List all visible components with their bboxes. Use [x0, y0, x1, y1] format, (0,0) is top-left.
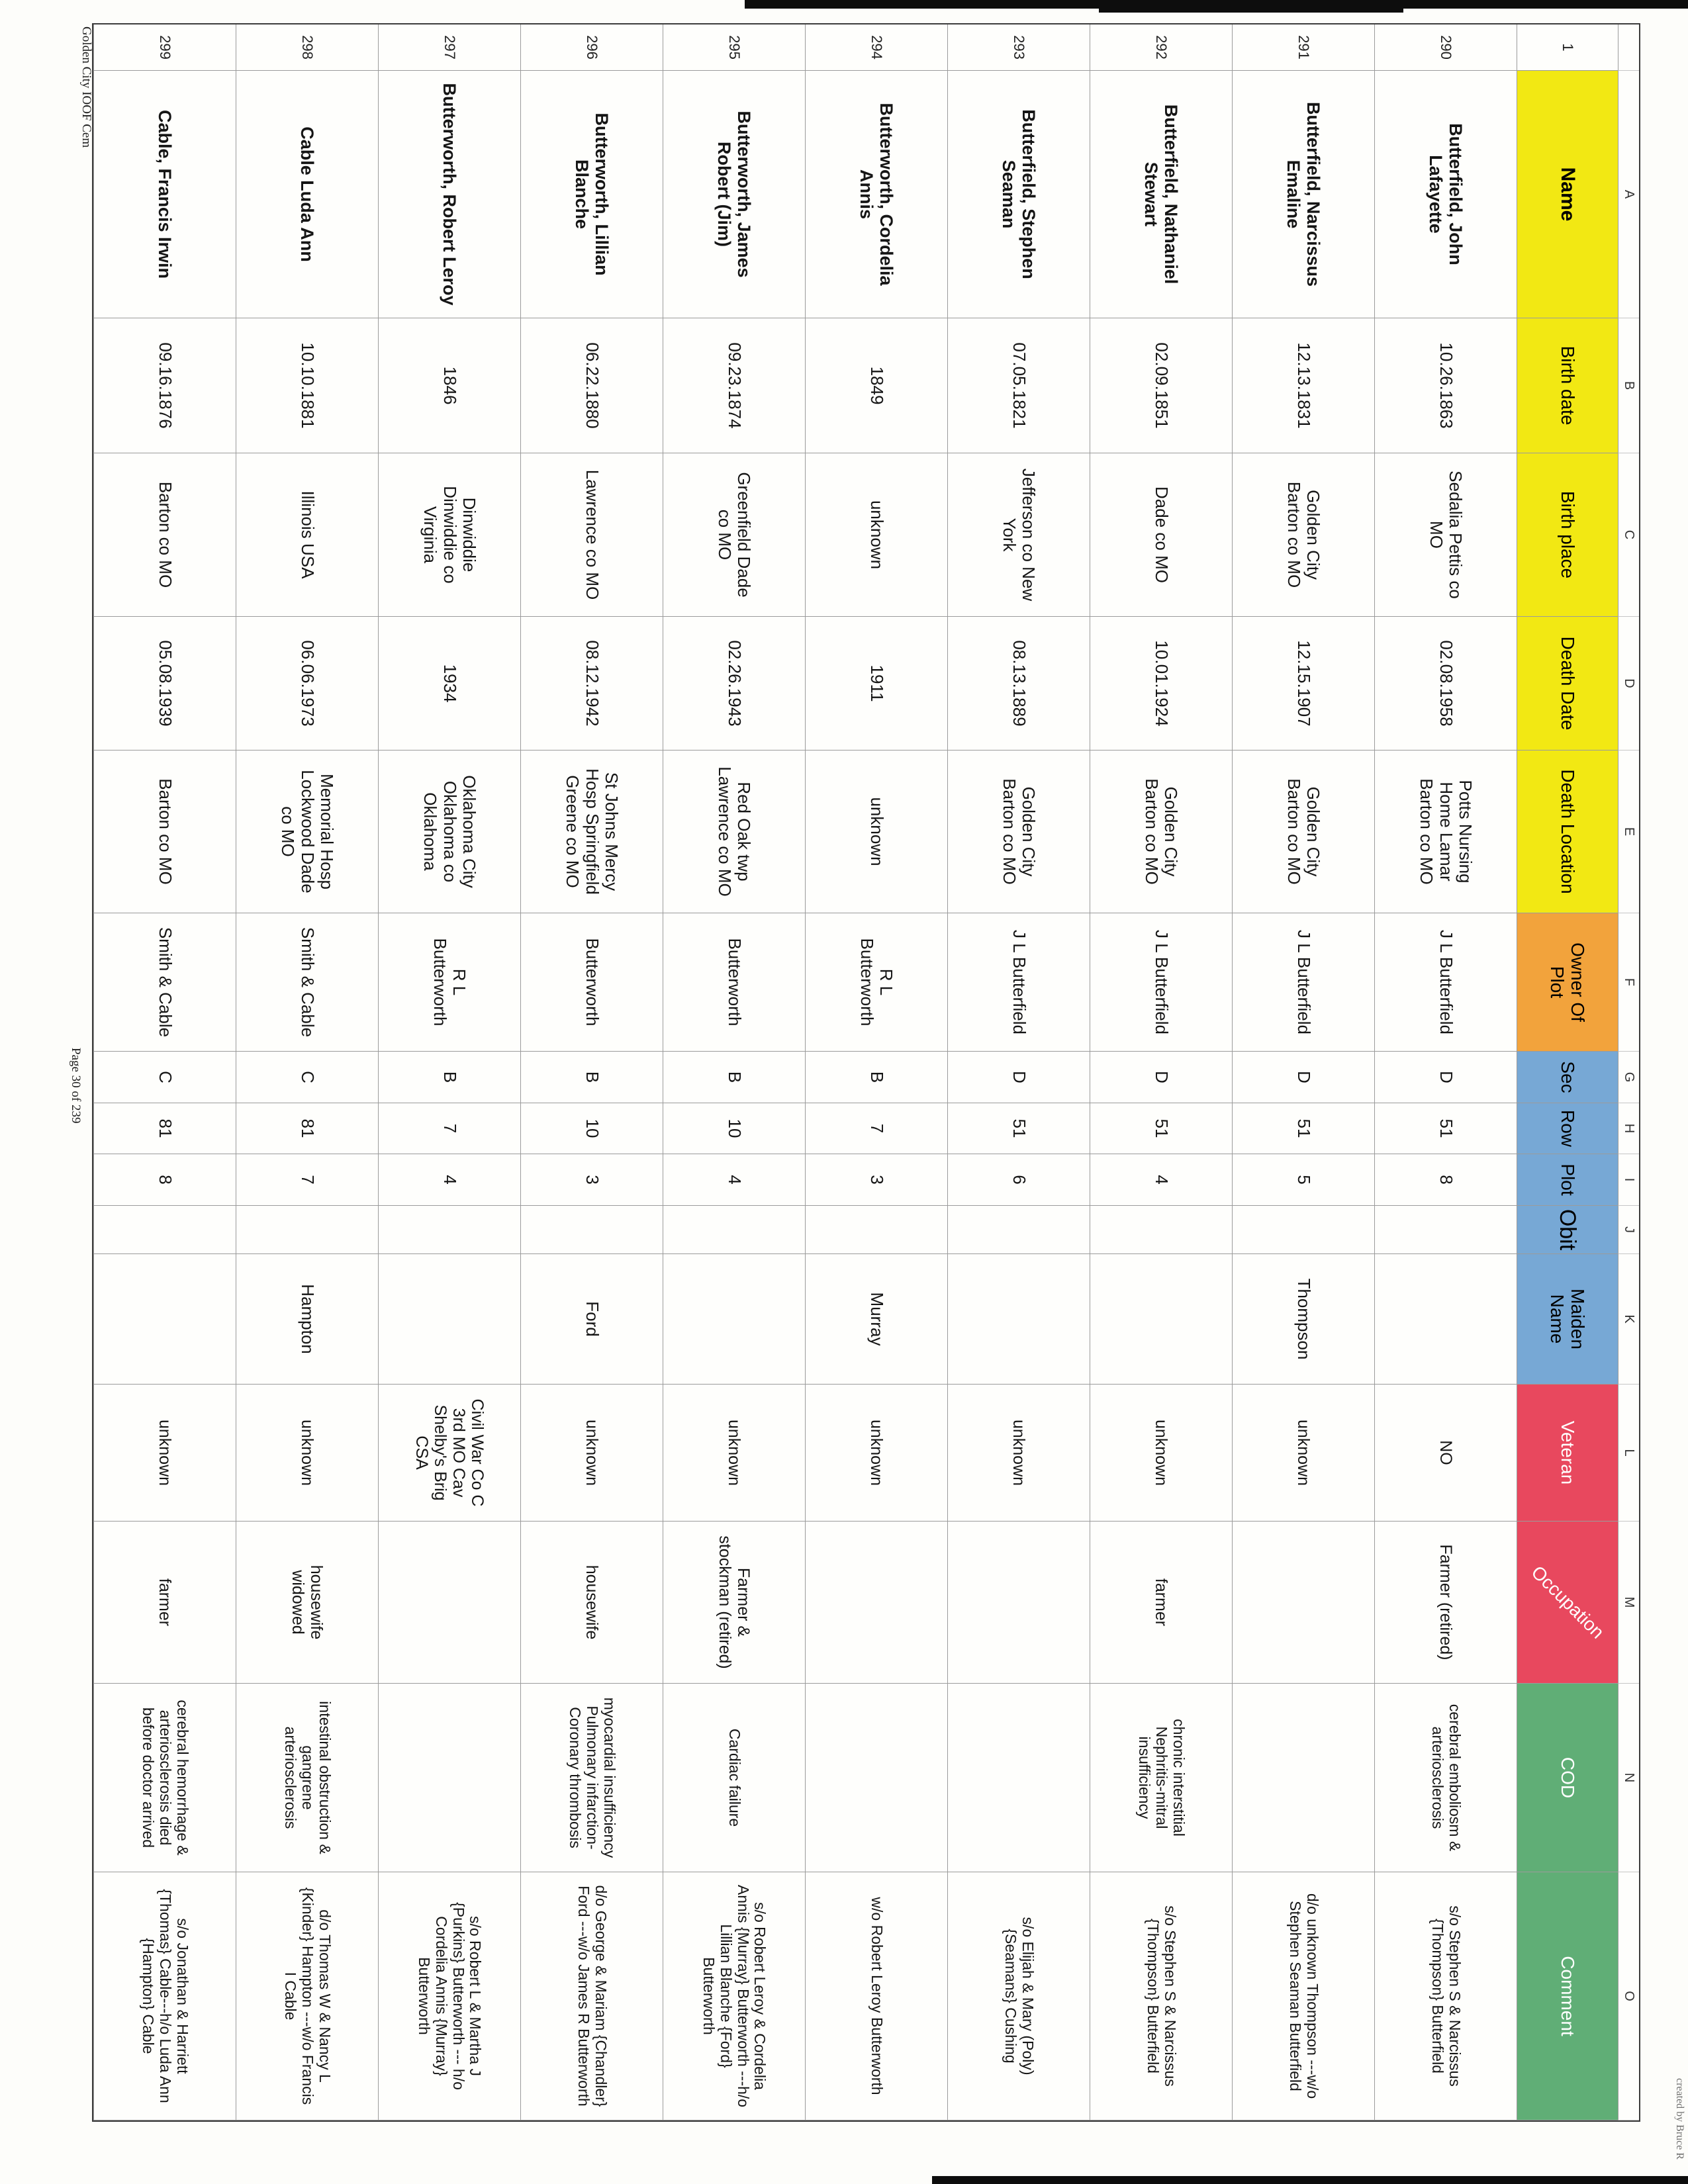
grid-corner: [1618, 24, 1639, 71]
cell-death-location: Barton co MO: [93, 751, 236, 913]
cell-owner-of-plot: Smith & Cable: [93, 913, 236, 1052]
header-cell-plot: [1517, 1154, 1618, 1206]
cell-birth-place: Barton co MO: [93, 453, 236, 617]
cell-owner-of-plot: R L Butterworth: [378, 913, 520, 1052]
header-label: Comment: [1557, 1956, 1578, 2036]
column-letter-l: L: [1618, 1385, 1639, 1522]
cell-cod: cerebral emboliosm & arteriosclerosis: [1374, 1684, 1517, 1872]
cell-maiden-name: Ford: [520, 1254, 663, 1385]
cell-veteran: Civil War Co C 3rd MO Cav Shelby's Brig CSA: [378, 1385, 520, 1522]
cell-plot: 6: [947, 1154, 1090, 1206]
header-cell-death-date: [1517, 617, 1618, 751]
cell-veteran: unknown: [805, 1385, 947, 1522]
cell-death-location: St Johns Mercy Hosp Springfield Greene co MO: [520, 751, 663, 913]
cell-plot: 4: [1090, 1154, 1232, 1206]
cell-cod: myocardial insufficiency Pulmonary infarction-Coronary thrombosis: [520, 1684, 663, 1872]
cell-occupation: farmer: [1090, 1522, 1232, 1684]
cell-birth-date: 1846: [378, 318, 520, 453]
column-letter-e: E: [1618, 751, 1639, 913]
cell-occupation: Farmer & stockman (retired): [663, 1522, 805, 1684]
cell-death-date: 08.13.1889: [947, 617, 1090, 751]
cell-birth-place: unknown: [805, 453, 947, 617]
header-label: Death Location: [1557, 769, 1578, 894]
cell-row: 51: [947, 1103, 1090, 1154]
cell-cod: [378, 1684, 520, 1872]
cell-comment: d/o unknown Thompson ---w/o Stephen Seaman Butterfield: [1232, 1872, 1374, 2120]
header-cell-death-location: [1517, 751, 1618, 913]
header-label: Obit: [1555, 1208, 1581, 1251]
cell-birth-place: Dade co MO: [1090, 453, 1232, 617]
cell-sec: B: [663, 1052, 805, 1103]
cell-occupation: housewife: [520, 1522, 663, 1684]
column-letter-j: J: [1618, 1206, 1639, 1254]
cell-death-date: 1934: [378, 617, 520, 751]
header-cell-owner-of-plot: [1517, 913, 1618, 1052]
cell-veteran: unknown: [1090, 1385, 1232, 1522]
row-number-cell: 292: [1090, 24, 1232, 71]
row-number-cell: 291: [1232, 24, 1374, 71]
cell-row: 7: [378, 1103, 520, 1154]
row-number-cell: 294: [805, 24, 947, 71]
cell-plot: 3: [520, 1154, 663, 1206]
cell-birth-place: Sedalia Pettis co MO: [1374, 453, 1517, 617]
cell-sec: D: [1374, 1052, 1517, 1103]
header-label: Death Date: [1557, 636, 1578, 731]
column-letter-n: N: [1618, 1684, 1639, 1872]
column-letter-d: D: [1618, 617, 1639, 751]
cell-obit: [520, 1206, 663, 1254]
cell-comment: w/o Robert Leroy Butterworth: [805, 1872, 947, 2120]
cell-veteran: unknown: [1232, 1385, 1374, 1522]
column-letter-g: G: [1618, 1052, 1639, 1103]
cell-sec: D: [1090, 1052, 1232, 1103]
cell-death-location: Golden City Barton co MO: [1090, 751, 1232, 913]
cell-occupation: [378, 1522, 520, 1684]
spreadsheet-table: [92, 23, 1640, 2122]
cell-birth-place: Greenfield Dade co MO: [663, 453, 805, 617]
cell-obit: [663, 1206, 805, 1254]
cell-birth-place: Golden City Barton co MO: [1232, 453, 1374, 617]
column-letter-a: A: [1618, 71, 1639, 318]
cell-death-location: Golden City Barton co MO: [1232, 751, 1374, 913]
header-cell-comment: [1517, 1872, 1618, 2120]
row-number-cell: 1: [1517, 24, 1618, 71]
cell-obit: [1090, 1206, 1232, 1254]
header-cell-maiden-name: [1517, 1254, 1618, 1385]
cell-occupation: Farmer (retired): [1374, 1522, 1517, 1684]
column-letter-c: C: [1618, 453, 1639, 617]
header-label: Sec: [1557, 1061, 1578, 1093]
cell-maiden-name: Hampton: [236, 1254, 378, 1385]
cell-veteran: unknown: [947, 1385, 1090, 1522]
header-cell-obit: [1517, 1206, 1618, 1254]
cell-cod: cerebral hemorrhage & arteriosclerosis died before doctor arrived: [93, 1684, 236, 1872]
cell-obit: [1374, 1206, 1517, 1254]
page-footer-page-number: Page 30 of 239: [69, 1048, 83, 1124]
cell-veteran: unknown: [236, 1385, 378, 1522]
cell-veteran: unknown: [93, 1385, 236, 1522]
cell-birth-date: 10.10.1881: [236, 318, 378, 453]
cell-birth-date: 06.22.1880: [520, 318, 663, 453]
header-cell-row: [1517, 1103, 1618, 1154]
page-header-right: created by Bruce R: [1674, 2078, 1685, 2160]
cell-maiden-name: [93, 1254, 236, 1385]
cell-comment: s/o Stephen S & Narcissus {Thompson} Butterfield: [1374, 1872, 1517, 2120]
column-letter-b: B: [1618, 318, 1639, 453]
cell-name: Butterfield, John Lafayette: [1374, 71, 1517, 318]
cell-veteran: unknown: [520, 1385, 663, 1522]
cell-maiden-name: [1374, 1254, 1517, 1385]
header-label: Occupation: [1527, 1561, 1609, 1643]
header-cell-name: [1517, 71, 1618, 318]
cell-plot: 3: [805, 1154, 947, 1206]
cell-maiden-name: [1090, 1254, 1232, 1385]
cell-owner-of-plot: Smith & Cable: [236, 913, 378, 1052]
cell-sec: B: [378, 1052, 520, 1103]
cell-birth-place: Dinwiddie Dinwiddie co Virginia: [378, 453, 520, 617]
cell-obit: [236, 1206, 378, 1254]
cell-death-date: 06.06.1973: [236, 617, 378, 751]
cell-comment: s/o Jonathan & Harriett {Thomas} Cable---h/o Luda Ann {Hampton} Cable: [93, 1872, 236, 2120]
cell-death-date: 02.08.1958: [1374, 617, 1517, 751]
cell-name: Cable, Francis Irwin: [93, 71, 236, 318]
cell-death-date: 08.12.1942: [520, 617, 663, 751]
cell-obit: [805, 1206, 947, 1254]
cell-name: Butterworth, James Robert (Jim): [663, 71, 805, 318]
cell-sec: C: [93, 1052, 236, 1103]
cell-obit: [378, 1206, 520, 1254]
cell-name: Butterworth, Cordelia Annis: [805, 71, 947, 318]
cell-owner-of-plot: Butterworth: [663, 913, 805, 1052]
column-letter-m: M: [1618, 1522, 1639, 1684]
cell-owner-of-plot: R L Butterworth: [805, 913, 947, 1052]
cell-birth-date: 12.13.1831: [1232, 318, 1374, 453]
cell-name: Butterfield, Stephen Seaman: [947, 71, 1090, 318]
header-cell-veteran: [1517, 1385, 1618, 1522]
cell-row: 81: [93, 1103, 236, 1154]
column-letter-f: F: [1618, 913, 1639, 1052]
cell-owner-of-plot: J L Butterfield: [1090, 913, 1232, 1052]
cell-birth-place: Lawrence co MO: [520, 453, 663, 617]
header-label: Veteran: [1557, 1420, 1578, 1485]
cell-death-location: Red Oak twp Lawrence co MO: [663, 751, 805, 913]
cell-occupation: [947, 1522, 1090, 1684]
column-letter-i: I: [1618, 1154, 1639, 1206]
cell-death-date: 1911: [805, 617, 947, 751]
header-cell-birth-date: [1517, 318, 1618, 453]
cell-comment: s/o Elijah & Mary (Poly) {Seamans} Cushing: [947, 1872, 1090, 2120]
cell-plot: 8: [93, 1154, 236, 1206]
row-number-cell: 290: [1374, 24, 1517, 71]
cell-cod: chronic interstitial Nephritis-mitral insufficiency: [1090, 1684, 1232, 1872]
cell-sec: B: [520, 1052, 663, 1103]
cell-death-date: 02.26.1943: [663, 617, 805, 751]
header-label: Maiden Name: [1547, 1289, 1589, 1349]
header-label: Name: [1556, 167, 1579, 222]
cell-cod: [805, 1684, 947, 1872]
row-number-cell: 296: [520, 24, 663, 71]
cell-comment: s/o Stephen S & Narcissus {Thompson} Butterfield: [1090, 1872, 1232, 2120]
cell-birth-place: Jefferson co New York: [947, 453, 1090, 617]
cell-maiden-name: [378, 1254, 520, 1385]
cell-death-location: Memorial Hosp Lockwood Dade co MO: [236, 751, 378, 913]
cell-cod: [947, 1684, 1090, 1872]
cell-row: 51: [1090, 1103, 1232, 1154]
header-cell-sec: [1517, 1052, 1618, 1103]
cell-owner-of-plot: J L Butterfield: [1374, 913, 1517, 1052]
cell-occupation: [805, 1522, 947, 1684]
cell-plot: 8: [1374, 1154, 1517, 1206]
cell-row: 10: [663, 1103, 805, 1154]
header-label: Plot: [1557, 1163, 1578, 1196]
cell-comment: d/o George & Mariam {Chandler} Ford ---w/o James R Butterworth: [520, 1872, 663, 2120]
cell-birth-date: 1849: [805, 318, 947, 453]
cell-sec: D: [1232, 1052, 1374, 1103]
cell-obit: [93, 1206, 236, 1254]
cell-cod: [1232, 1684, 1374, 1872]
cell-death-date: 10.01.1924: [1090, 617, 1232, 751]
cell-name: Cable Luda Ann: [236, 71, 378, 318]
row-number-cell: 297: [378, 24, 520, 71]
cell-birth-date: 09.16.1876: [93, 318, 236, 453]
cell-plot: 4: [663, 1154, 805, 1206]
header-cell-cod: [1517, 1684, 1618, 1872]
header-label: COD: [1557, 1756, 1578, 1799]
cell-sec: B: [805, 1052, 947, 1103]
column-letter-o: O: [1618, 1872, 1639, 2120]
cell-maiden-name: Murray: [805, 1254, 947, 1385]
cell-veteran: unknown: [663, 1385, 805, 1522]
cell-birth-date: 02.09.1851: [1090, 318, 1232, 453]
cell-row: 51: [1232, 1103, 1374, 1154]
column-letter-h: H: [1618, 1103, 1639, 1154]
cell-maiden-name: [947, 1254, 1090, 1385]
cell-veteran: NO: [1374, 1385, 1517, 1522]
cell-row: 51: [1374, 1103, 1517, 1154]
cell-name: Butterworth, Robert Leroy: [378, 71, 520, 318]
cell-cod: Cardiac failure: [663, 1684, 805, 1872]
cell-row: 7: [805, 1103, 947, 1154]
cell-row: 81: [236, 1103, 378, 1154]
cell-death-location: Golden City Barton co MO: [947, 751, 1090, 913]
header-label: Owner Of Plot: [1547, 942, 1589, 1022]
cell-sec: C: [236, 1052, 378, 1103]
cell-cod: intestinal obstruction & gangrene arteriosclerosis: [236, 1684, 378, 1872]
cell-plot: 7: [236, 1154, 378, 1206]
header-label: Birth place: [1557, 490, 1578, 579]
header-cell-birth-place: [1517, 453, 1618, 617]
cell-death-date: 05.08.1939: [93, 617, 236, 751]
cell-sec: D: [947, 1052, 1090, 1103]
cell-occupation: housewife widowed: [236, 1522, 378, 1684]
row-number-cell: 299: [93, 24, 236, 71]
cell-death-location: Potts Nursing Home Lamar Barton co MO: [1374, 751, 1517, 913]
header-label: Birth date: [1557, 345, 1578, 426]
cell-birth-place: Illinois USA: [236, 453, 378, 617]
row-number-cell: 293: [947, 24, 1090, 71]
cell-comment: s/o Robert Leroy & Cordelia Annis {Murray} Butterworth ---h/o Lillian Blanche {Ford} Butterworth: [663, 1872, 805, 2120]
cell-name: Butterworth, Lillian Blanche: [520, 71, 663, 318]
cell-birth-date: 07.05.1821: [947, 318, 1090, 453]
cell-owner-of-plot: Butterworth: [520, 913, 663, 1052]
cell-name: Butterfield, Nathaniel Stewart: [1090, 71, 1232, 318]
cell-death-date: 12.15.1907: [1232, 617, 1374, 751]
column-letter-k: K: [1618, 1254, 1639, 1385]
cell-owner-of-plot: J L Butterfield: [1232, 913, 1374, 1052]
cell-birth-date: 10.26.1863: [1374, 318, 1517, 453]
cell-row: 10: [520, 1103, 663, 1154]
cell-owner-of-plot: J L Butterfield: [947, 913, 1090, 1052]
cell-name: Butterfield, Narcissus Emaline: [1232, 71, 1374, 318]
header-cell-occupation: [1517, 1522, 1618, 1684]
cell-death-location: Oklahoma City Oklahoma co Oklahoma: [378, 751, 520, 913]
cell-occupation: [1232, 1522, 1374, 1684]
cell-occupation: farmer: [93, 1522, 236, 1684]
cell-death-location: unknown: [805, 751, 947, 913]
row-number-cell: 295: [663, 24, 805, 71]
page-footer-title: Golden City IOOF Cem: [79, 26, 93, 148]
cell-obit: [1232, 1206, 1374, 1254]
cell-maiden-name: Thompson: [1232, 1254, 1374, 1385]
cell-plot: 5: [1232, 1154, 1374, 1206]
cell-maiden-name: [663, 1254, 805, 1385]
cell-comment: s/o Robert L & Martha J {Purkins} Butterworth --- h/o Cordelia Annis {Murray} Butterworth: [378, 1872, 520, 2120]
cell-plot: 4: [378, 1154, 520, 1206]
row-number-cell: 298: [236, 24, 378, 71]
cell-obit: [947, 1206, 1090, 1254]
cell-birth-date: 09.23.1874: [663, 318, 805, 453]
header-label: Row: [1557, 1110, 1578, 1148]
cell-comment: d/o Thomas W & Nancy L {Kinder} Hampton ---w/o Francis I Cable: [236, 1872, 378, 2120]
